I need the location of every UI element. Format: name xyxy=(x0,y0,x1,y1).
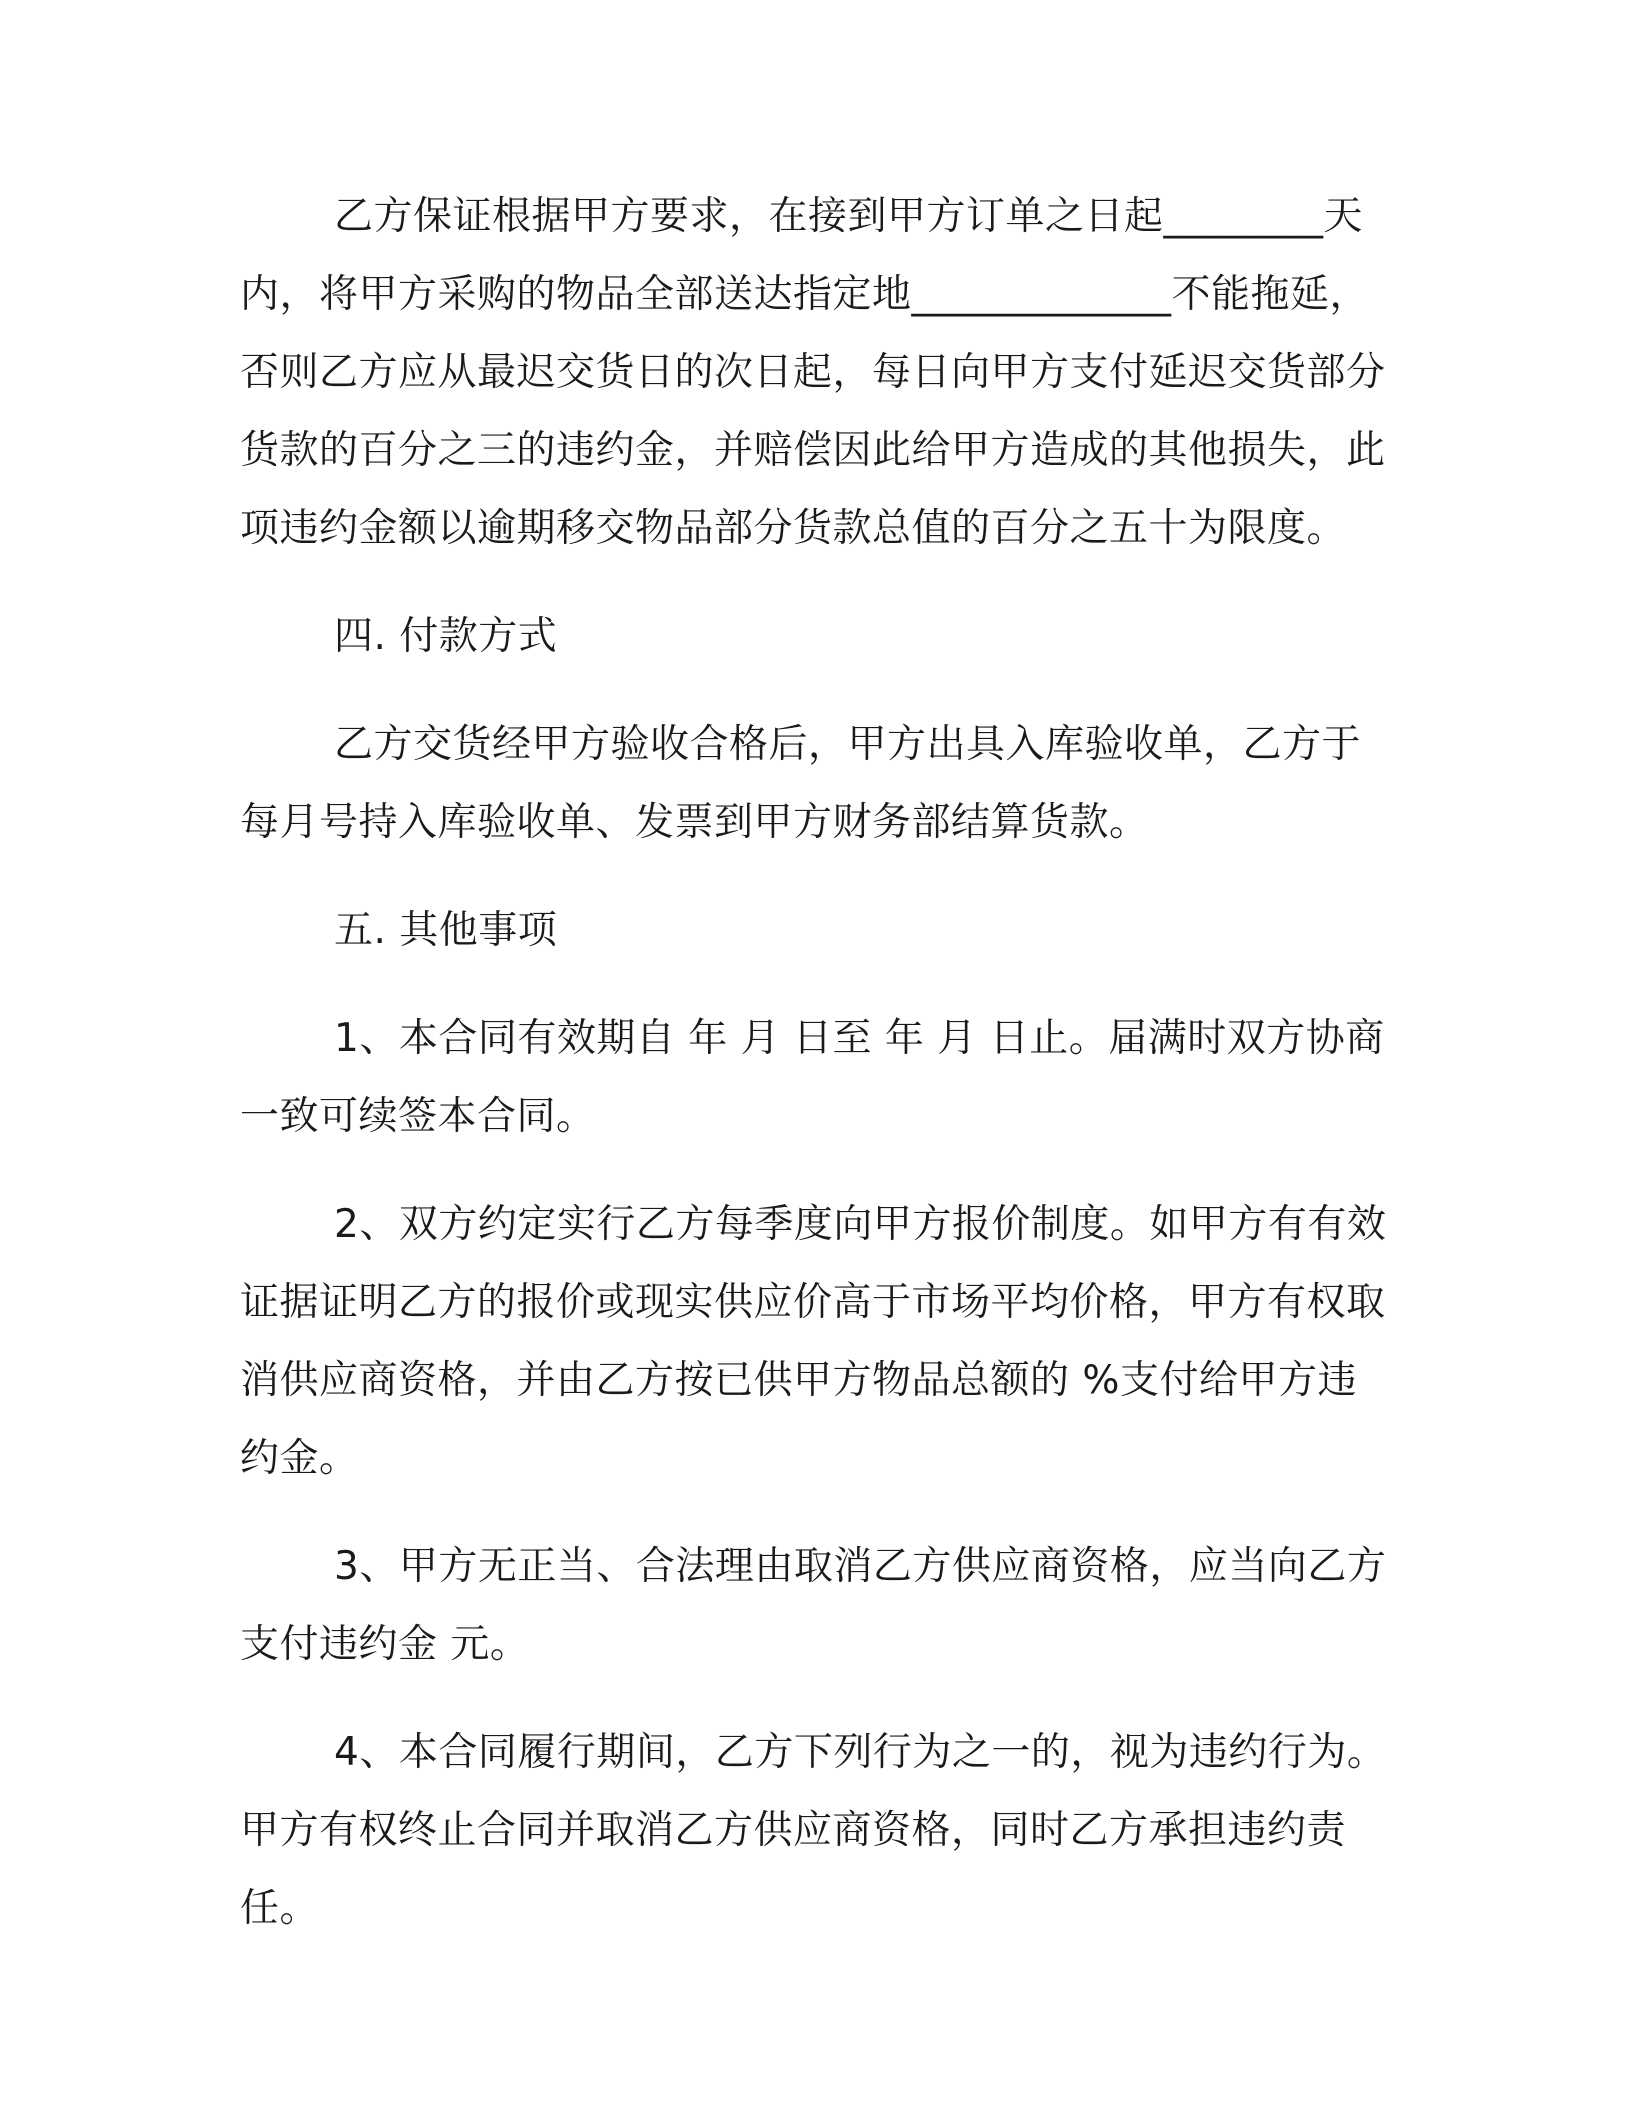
paragraph-payment-terms: 乙方交货经甲方验收合格后，甲方出具入库验收单，乙方于每月号持入库验收单、发票到甲方财务部结算货款。 xyxy=(240,722,1362,845)
paragraph-delivery-terms: 乙方保证根据甲方要求，在接到甲方订单之日起________天内，将甲方采购的物品全部送达指定地_____________不能拖延，否则乙方应从最迟交货日的次日起，每日向甲方支付延迟交货部分货款的百分之三的违约金，并赔偿因此给甲方造成的其他损失，此项违约金额以逾期移交物品部分货款总值的百分之五十为限度。 xyxy=(240,194,1386,551)
section-heading-payment: 四. 付款方式 xyxy=(334,614,558,659)
paragraph-clause-2: 2、双方约定实行乙方每季度向甲方报价制度。如甲方有有效证据证明乙方的报价或现实供应价高于市场平均价格，甲方有权取消供应商资格，并由乙方按已供甲方物品总额的 %支付给甲方违约金。 xyxy=(240,1202,1387,1481)
section-heading-other-matters: 五. 其他事项 xyxy=(334,908,558,953)
paragraph-clause-3: 3、甲方无正当、合法理由取消乙方供应商资格，应当向乙方支付违约金 元。 xyxy=(240,1544,1387,1667)
document-body xyxy=(240,178,1388,1978)
paragraph-clause-4: 4、本合同履行期间，乙方下列行为之一的，视为违约行为。甲方有权终止合同并取消乙方供应商资格，同时乙方承担违约责任。 xyxy=(240,1730,1387,1931)
paragraph-clause-1: 1、本合同有效期自 年 月 日至 年 月 日止。届满时双方协商一致可续签本合同。 xyxy=(240,1016,1385,1139)
